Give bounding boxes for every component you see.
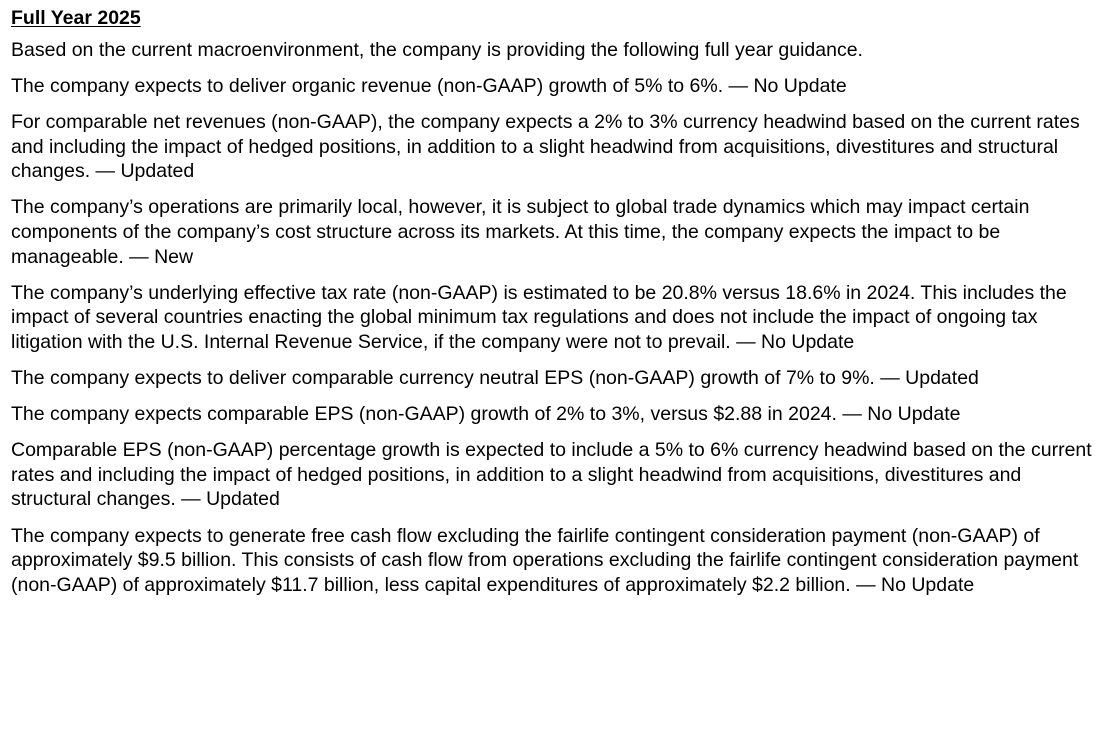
section-heading: Full Year 2025	[11, 7, 141, 29]
paragraph-eps-currency-headwind: Comparable EPS (non-GAAP) percentage growth is expected to include a 5% to 6% currency headwind based on the current rates and including the impact of hedged positions, in addition to a slight headwind from acquisitions, divestitures and structural changes. — Updated	[11, 439, 1092, 511]
paragraph-currency-neutral-eps: The company expects to deliver comparable currency neutral EPS (non-GAAP) growth of 7% to 9%. — Updated	[11, 367, 979, 390]
paragraph-operations: The company’s operations are primarily local, however, it is subject to global trade dynamics which may impact certain components of the company’s cost structure across its markets. At this time, the company expects the impact to be manageable. — New	[11, 196, 1030, 268]
paragraph-tax-rate: The company’s underlying effective tax rate (non-GAAP) is estimated to be 20.8% versus 18.6% in 2024. This includes the impact of several countries enacting the global minimum tax regulations and does not include the impact of ongoing tax litigation with the U.S. Internal Revenue Service, if the company were not to prevail. — No Update	[11, 281, 1067, 353]
paragraph-organic-revenue: The company expects to deliver organic revenue (non-GAAP) growth of 5% to 6%. — No Update	[11, 75, 847, 98]
paragraph-intro: Based on the current macroenvironment, the company is providing the following full year guidance.	[11, 39, 863, 61]
paragraph-net-revenues: For comparable net revenues (non-GAAP), the company expects a 2% to 3% currency headwind based on the current rates and including the impact of hedged positions, in addition to a slight headwind from acquisitions, divestitures and structural changes. — Updated	[11, 111, 1080, 183]
paragraph-free-cash-flow: The company expects to generate free cash flow excluding the fairlife contingent consideration payment (non-GAAP) of approximately $9.5 billion. This consists of cash flow from operations excluding the fairlife contingent consideration payment (non-GAAP) of approximately $11.7 billion, less capital expenditures of approximately $2.2 billion. — No Update	[11, 524, 1079, 596]
paragraph-comparable-eps: The company expects comparable EPS (non-GAAP) growth of 2% to 3%, versus $2.88 in 2024. — No Update	[11, 403, 961, 426]
